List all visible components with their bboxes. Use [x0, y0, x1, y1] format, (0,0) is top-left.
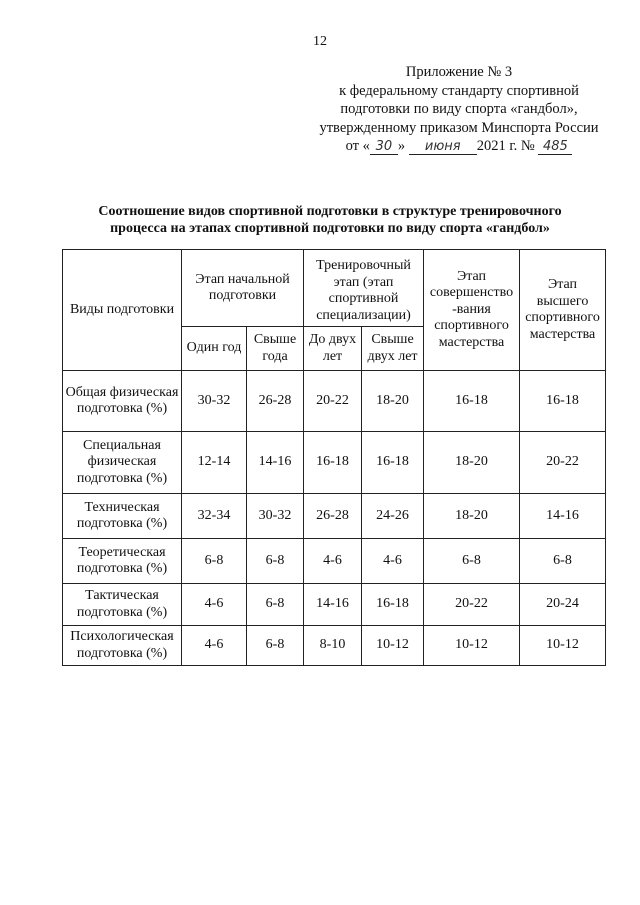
table-cell: 14-16: [247, 432, 304, 494]
table-cell: 16-18: [362, 584, 424, 626]
row-label: Психологическая подготовка (%): [63, 626, 182, 666]
header-types: Виды подготовки: [63, 250, 182, 371]
table-row: [63, 371, 606, 432]
table-cell: 20-22: [424, 584, 520, 626]
row-label: Техническая подготовка (%): [63, 494, 182, 539]
table-cell: 20-22: [304, 371, 362, 432]
appendix-title: Приложение № 3: [405, 64, 513, 80]
table-cell: 6-8: [247, 626, 304, 666]
table-cell: 18-20: [424, 494, 520, 539]
title-line-2: процесса на этапах спортивной подготовки по виду спорта «гандбол»: [110, 220, 550, 236]
table-cell: 16-18: [424, 371, 520, 432]
table-cell: 6-8: [247, 584, 304, 626]
table-cell: 6-8: [424, 539, 520, 584]
table-cell: 14-16: [304, 584, 362, 626]
table-cell: 6-8: [182, 539, 247, 584]
appendix-order: утвержденному приказом Минспорта России: [319, 119, 599, 136]
table-cell: 20-24: [520, 584, 606, 626]
table-cell: 4-6: [182, 584, 247, 626]
table-cell: 10-12: [424, 626, 520, 666]
table-cell: 6-8: [247, 539, 304, 584]
table-row: [63, 539, 606, 584]
table-cell: 8-10: [304, 626, 362, 666]
header-stage-training: Тренировочный этап (этап спортивной специализации): [304, 250, 424, 327]
header-stage-highest: Этап высшего спортивного мастерства: [520, 250, 606, 371]
table-cell: 20-22: [520, 432, 606, 494]
header-one-year: Один год: [182, 327, 247, 371]
table-cell: 4-6: [304, 539, 362, 584]
table-cell: 26-28: [247, 371, 304, 432]
header-upto-two-years: До двух лет: [304, 327, 362, 371]
table-cell: 18-20: [362, 371, 424, 432]
table-cell: 14-16: [520, 494, 606, 539]
table-cell: 10-12: [520, 626, 606, 666]
table-row: [63, 494, 606, 539]
header-stage-improvement: Этап совершенство -вания спортивного мастерства: [424, 250, 520, 371]
table-cell: 16-18: [520, 371, 606, 432]
table-row: [63, 432, 606, 494]
date-year: 2021 г. №: [476, 138, 535, 154]
row-label: Тактическая подготовка (%): [63, 584, 182, 626]
appendix-block: [300, 63, 618, 156]
table-cell: 18-20: [424, 432, 520, 494]
table-cell: 24-26: [362, 494, 424, 539]
appendix-standard: к федеральному стандарту спортивной: [339, 82, 579, 99]
table-cell: 12-14: [182, 432, 247, 494]
date-month: июня: [424, 139, 461, 154]
table-cell: 6-8: [520, 539, 606, 584]
training-ratio-table: [62, 249, 606, 666]
table-cell: 30-32: [182, 371, 247, 432]
table-cell: 4-6: [182, 626, 247, 666]
page-number: 12: [313, 34, 327, 49]
date-quote: »: [397, 138, 406, 154]
header-stage-initial: Этап начальной подготовки: [182, 250, 304, 327]
row-label: Теоретическая подготовка (%): [63, 539, 182, 584]
row-label: Специальная физическая подготовка (%): [63, 432, 182, 494]
table-cell: 16-18: [304, 432, 362, 494]
table-cell: 10-12: [362, 626, 424, 666]
date-prefix: от «: [345, 138, 370, 154]
document-title: [70, 204, 590, 237]
order-number: 485: [542, 139, 568, 154]
header-over-year: Свыше года: [247, 327, 304, 371]
table-cell: 30-32: [247, 494, 304, 539]
title-line-1: Соотношение видов спортивной подготовки в структуре тренировочного: [98, 204, 562, 219]
table-cell: 16-18: [362, 432, 424, 494]
header-over-two-years: Свыше двух лет: [362, 327, 424, 371]
table-cell: 32-34: [182, 494, 247, 539]
table-row: [63, 584, 606, 626]
table-cell: 26-28: [304, 494, 362, 539]
appendix-date-line: [300, 137, 618, 156]
date-day: 30: [375, 139, 393, 154]
row-label: Общая физическая подготовка (%): [63, 371, 182, 432]
appendix-sport: подготовки по виду спорта «гандбол»,: [340, 101, 578, 117]
table-cell: 4-6: [362, 539, 424, 584]
table-row: [63, 626, 606, 666]
